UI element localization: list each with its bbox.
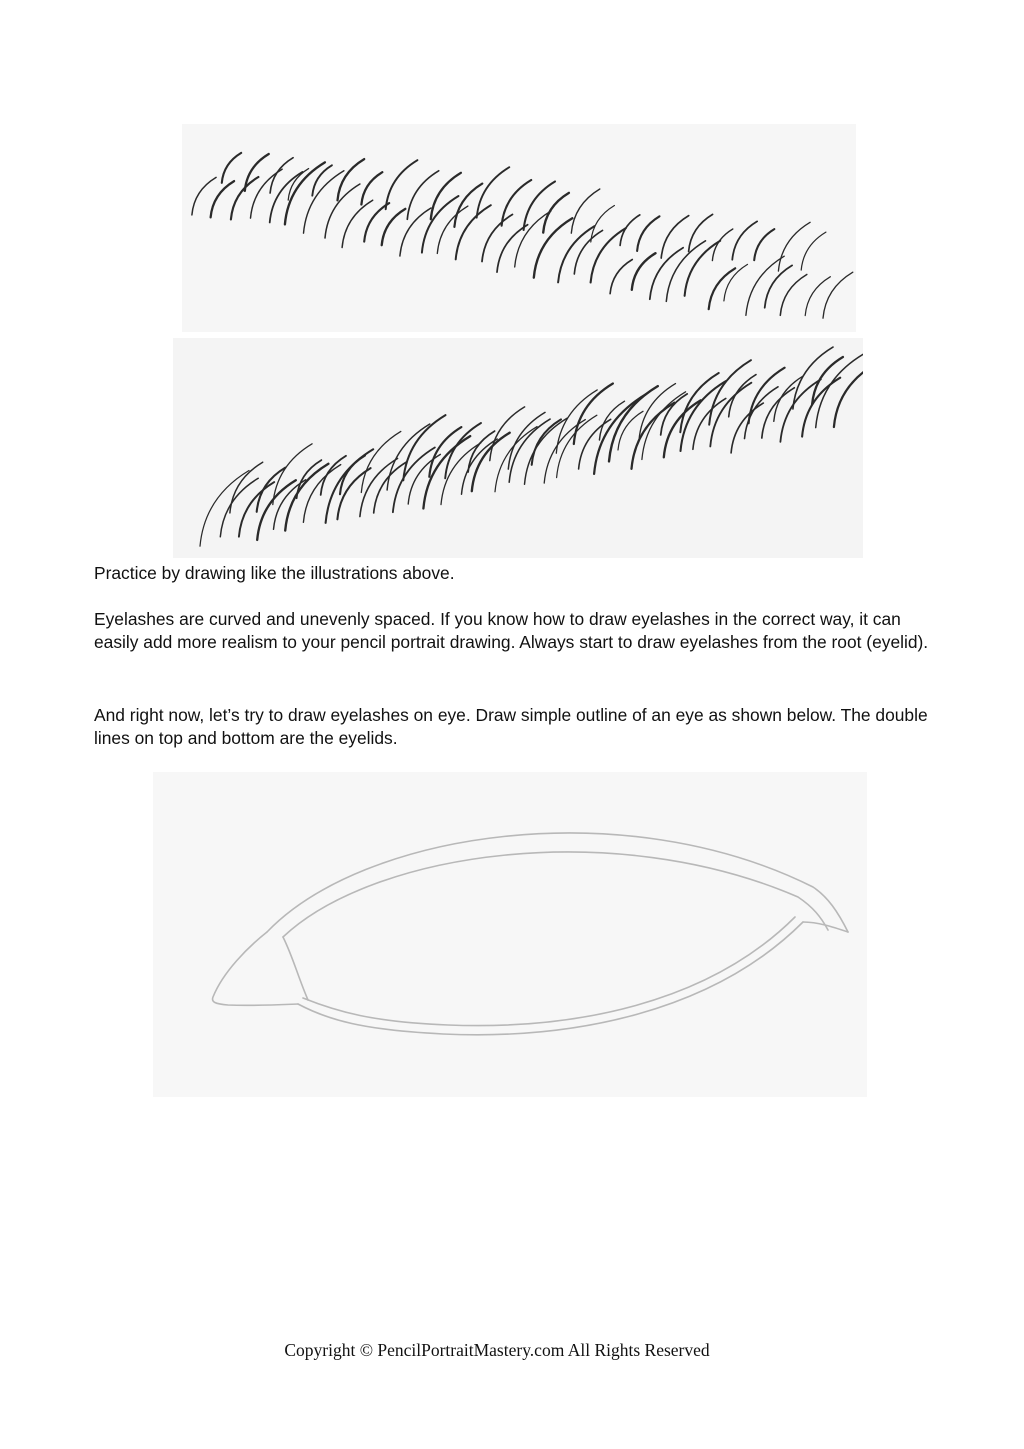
eyelash-stroke	[801, 232, 826, 270]
eyelash-stroke	[594, 395, 645, 474]
eyelash-stroke	[732, 221, 757, 259]
eyelash-stroke	[731, 403, 763, 453]
eyelash-stroke	[211, 181, 235, 217]
eyelash-stroke	[778, 222, 810, 271]
eyelash-stroke	[709, 360, 751, 425]
eyelash-stroke	[524, 182, 555, 231]
eyelash-stroke	[382, 209, 406, 245]
eyelash-stroke	[661, 216, 689, 259]
eyelash-stroke	[231, 177, 259, 219]
eyelash-stroke	[579, 419, 611, 469]
instruction-paragraph-outline: And right now, let’s try to draw eyelashes on eye. Draw simple outline of an eye as shown below. The double lines on top and bottom are the eyelids.	[94, 705, 928, 748]
eyelash-practice-illustration-bottom	[173, 338, 863, 558]
eyelash-stroke	[422, 196, 459, 253]
instruction-paragraph-practice: Practice by drawing like the illustrations above.	[94, 563, 455, 583]
eyelash-stroke	[393, 448, 435, 513]
copyright-footer: Copyright © PencilPortraitMastery.com All Rights Reserved	[284, 1340, 710, 1360]
eyelash-stroke	[429, 427, 461, 477]
eyelash-stroke	[338, 159, 365, 200]
eyelash-stroke	[482, 215, 512, 262]
eyelash-stroke	[689, 214, 713, 251]
eyelash-stroke	[591, 228, 626, 282]
eyelash-stroke	[497, 225, 528, 272]
lower-eyelid-inner-line	[303, 917, 795, 1026]
eyelash-stroke	[650, 248, 683, 300]
eyelash-stroke	[407, 171, 438, 220]
eyelash-stroke	[637, 216, 659, 251]
eyelash-stroke	[437, 206, 468, 253]
eyelash-stroke	[304, 171, 344, 233]
eyelash-stroke	[222, 153, 241, 183]
eyelash-stroke	[325, 184, 360, 238]
eyelash-stroke	[472, 433, 510, 492]
eyelash-stroke	[251, 169, 283, 218]
eyelash-stroke	[574, 230, 602, 274]
eyelash-stroke	[558, 226, 594, 282]
eyelash-stroke	[509, 419, 550, 482]
eyelash-stroke	[456, 205, 491, 259]
eyelash-stroke	[534, 218, 573, 278]
eyelash-stroke	[431, 173, 461, 219]
eyelash-stroke	[386, 160, 418, 209]
eyelash-stroke	[805, 277, 830, 316]
eyelash-stroke	[780, 275, 807, 316]
eyelash-stroke	[618, 411, 643, 450]
upper-eyelid-inner-line	[283, 852, 828, 937]
eyelash-practice-illustration-top	[182, 124, 856, 332]
eyelash-stroke	[754, 229, 774, 260]
eyelash-stroke	[374, 462, 407, 513]
eyelash-stroke	[709, 268, 736, 309]
eyelash-stroke	[361, 172, 382, 204]
inner-corner-divider	[283, 937, 308, 1000]
eye-outline-illustration	[153, 772, 867, 1097]
eyelash-stroke	[571, 189, 600, 233]
eyelash-stroke	[724, 264, 748, 301]
eyelash-stroke	[610, 260, 632, 294]
eyelash-stroke	[303, 465, 340, 523]
instruction-paragraph-eyelashes: Eyelashes are curved and unevenly spaced. If you know how to draw eyelashes in the correct way, it can easily add more realism to your pencil portrait drawing. Always start to draw eyelashes from the root (eyelid).	[94, 609, 929, 652]
